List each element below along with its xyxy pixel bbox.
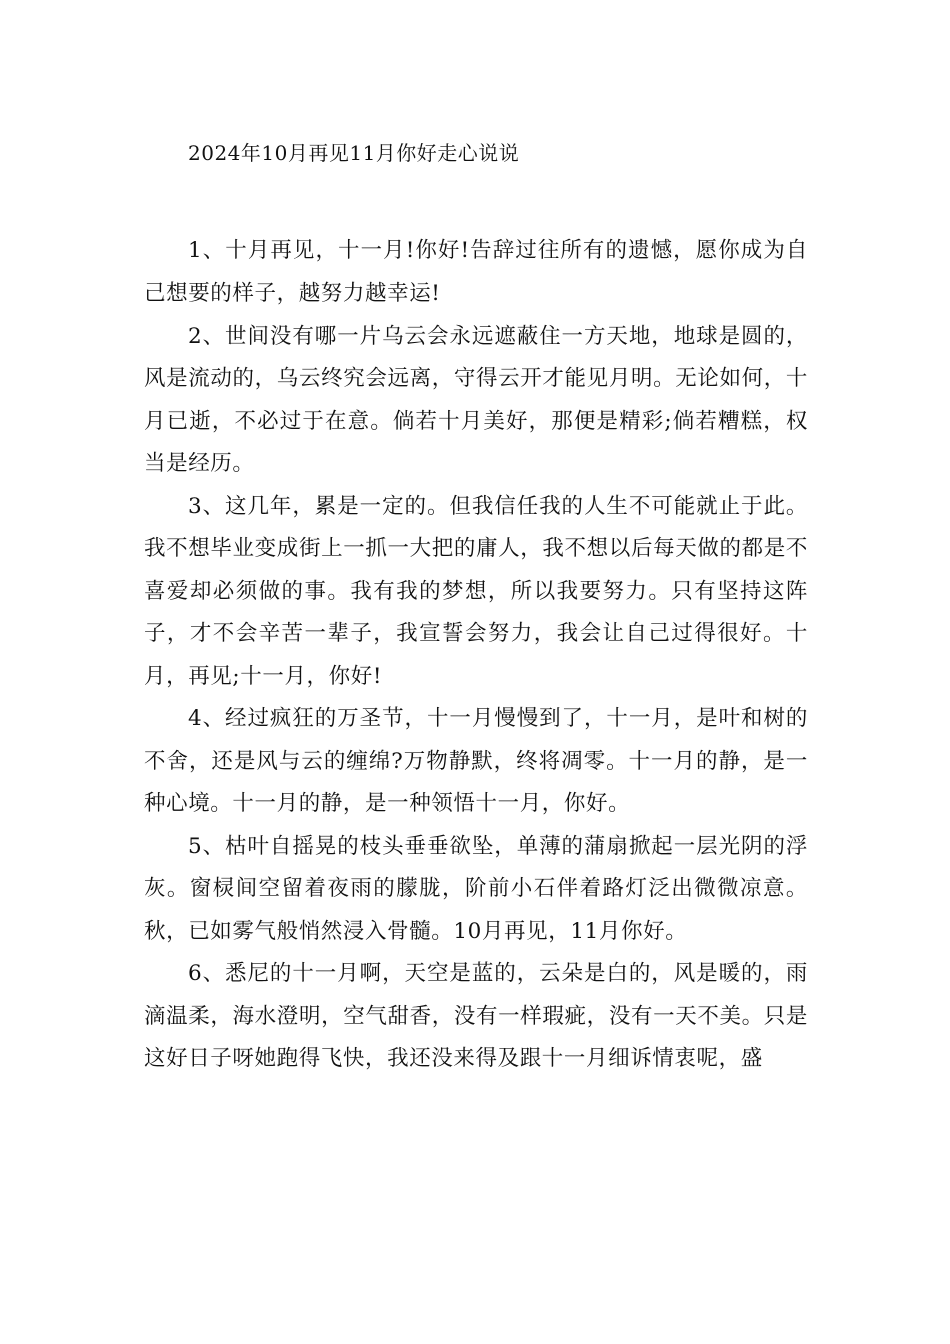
paragraph-1: 1、十月再见，十一月!你好!告辞过往所有的遗憾，愿你成为自己想要的样子，越努力越幸运! [144, 238, 808, 306]
paragraph-2: 2、世间没有哪一片乌云会永远遮蔽住一方天地，地球是圆的，风是流动的，乌云终究会远离，守得云开才能见月明。无论如何，十月已逝，不必过于在意。倘若十月美好，那便是精彩;倘若糟糕，权当是经历。 [144, 323, 808, 476]
document-body [144, 230, 808, 1081]
paragraph-6: 6、悉尼的十一月啊，天空是蓝的，云朵是白的，风是暖的，雨滴温柔，海水澄明，空气甜香，没有一样瑕疵，没有一天不美。只是这好日子呀她跑得飞快，我还没来得及跟十一月细诉情衷呢，盛 [144, 961, 808, 1071]
paragraph-5: 5、枯叶自摇晃的枝头垂垂欲坠，单薄的蒲扇掀起一层光阴的浮灰。窗棂间空留着夜雨的朦胧，阶前小石伴着路灯泛出微微凉意。秋，已如雾气般悄然浸入骨髓。10月再见，11月你好。 [144, 833, 808, 944]
paragraph-4: 4、经过疯狂的万圣节，十一月慢慢到了，十一月，是叶和树的不舍，还是风与云的缠绵?万物静默，终将凋零。十一月的静，是一种心境。十一月的静，是一种领悟十一月，你好。 [144, 706, 808, 816]
paragraph-3: 3、这几年，累是一定的。但我信任我的人生不可能就止于此。我不想毕业变成街上一抓一大把的庸人，我不想以后每天做的都是不喜爱却必须做的事。我有我的梦想，所以我要努力。只有坚持这阵子，才不会辛苦一辈子，我宣誓会努力，我会让自己过得很好。十月，再见;十一月，你好! [144, 493, 808, 689]
document-title: 2024年10月再见11月你好走心说说 [188, 141, 520, 165]
